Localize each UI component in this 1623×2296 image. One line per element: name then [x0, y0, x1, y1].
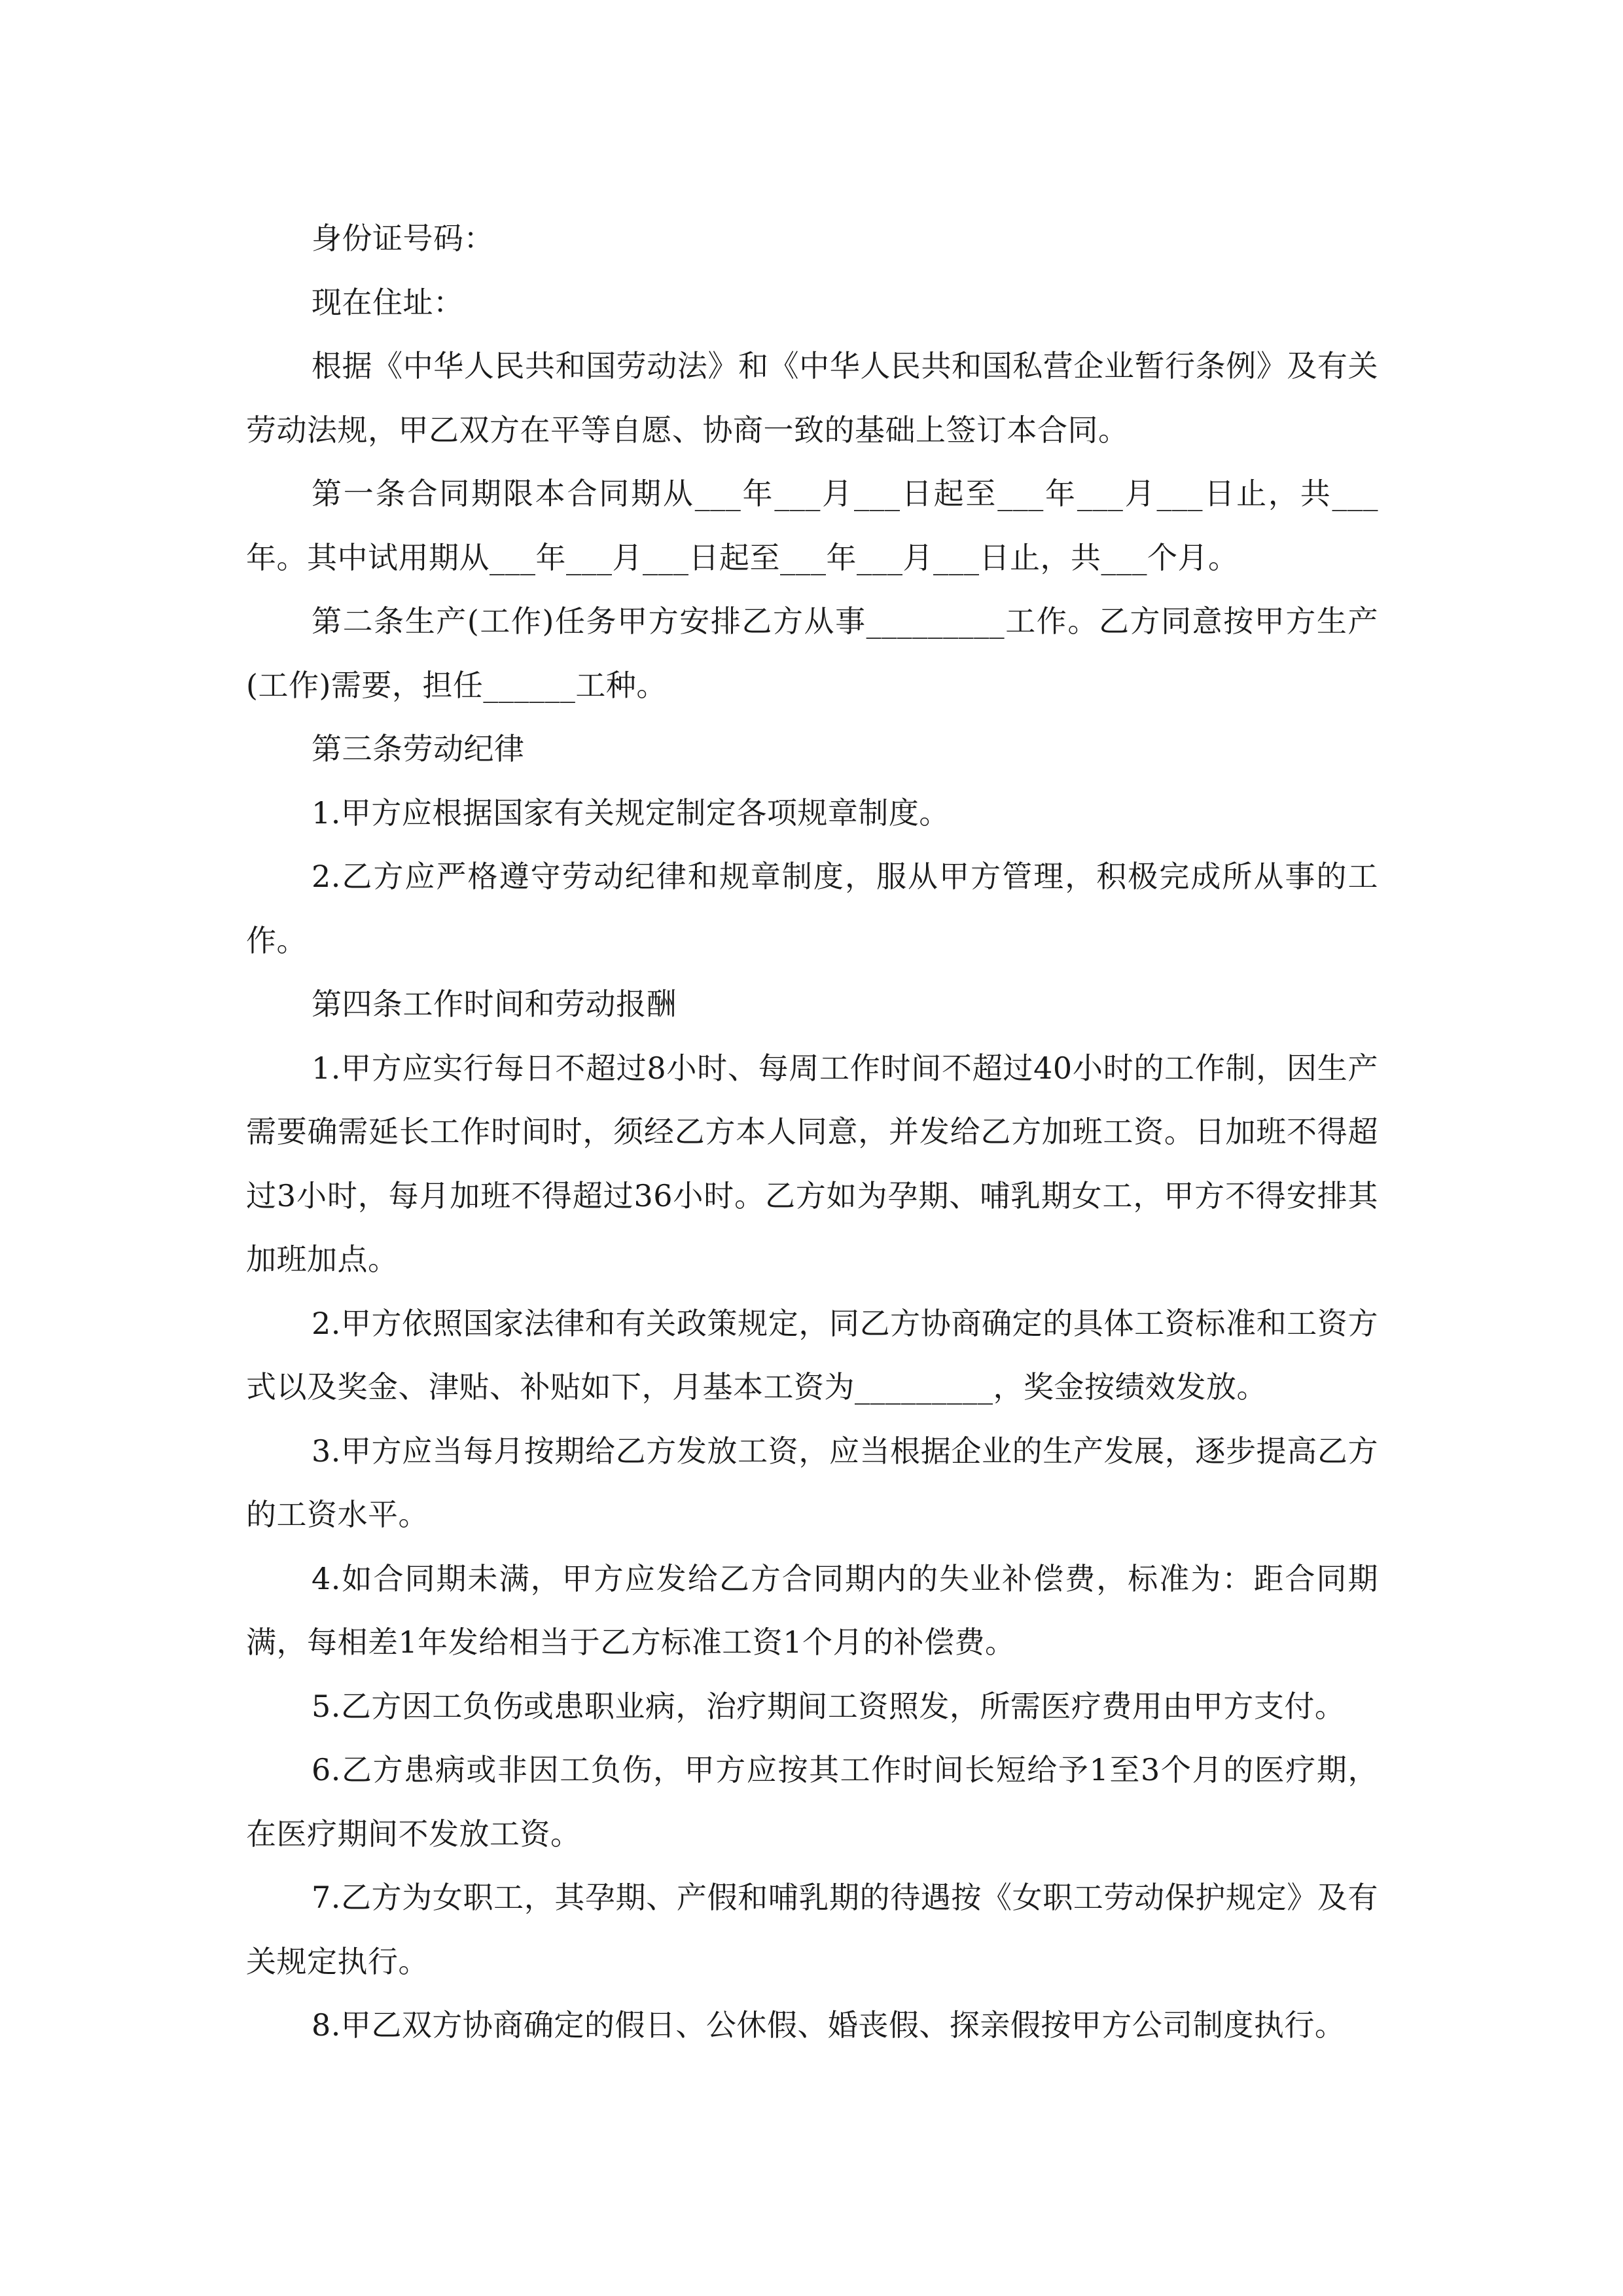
paragraph-article-4-item-4: 4.如合同期未满，甲方应发给乙方合同期内的失业补偿费，标准为：距合同期满，每相差1年发给相当于乙方标准工资1个月的补偿费。 [246, 1560, 1378, 1660]
paragraph-article-4-item-8: 8.甲乙双方协商确定的假日、公休假、婚丧假、探亲假按甲方公司制度执行。 [312, 2007, 1346, 2043]
paragraph-article-4-item-1: 1.甲方应实行每日不超过8小时、每周工作时间不超过40小时的工作制，因生产需要确需延长工作时间时，须经乙方本人同意，并发给乙方加班工资。日加班不得超过3小时，每月加班不得超过36小时。乙方如为孕期、哺乳期女工，甲方不得安排其加班加点。 [246, 1050, 1378, 1277]
paragraph-article-2-task: 第二条生产(工作)任务甲方安排乙方从事_________工作。乙方同意按甲方生产(工作)需要，担任______工种。 [246, 603, 1378, 703]
paragraph-article-3-heading: 第三条劳动纪律 [312, 731, 525, 766]
paragraph-article-1-term: 第一条合同期限本合同期从___年___月___日起至___年___月___日止，共___年。其中试用期从___年___月___日起至___年___月___日止，共___个月。 [246, 476, 1378, 575]
paragraph-legal-basis: 根据《中华人民共和国劳动法》和《中华人民共和国私营企业暂行条例》及有关劳动法规，甲乙双方在平等自愿、协商一致的基础上签订本合同。 [246, 348, 1378, 448]
paragraph-article-4-item-7: 7.乙方为女职工，其孕期、产假和哺乳期的待遇按《女职工劳动保护规定》及有关规定执行。 [246, 1880, 1378, 1979]
paragraph-article-4-item-3: 3.甲方应当每月按期给乙方发放工资，应当根据企业的生产发展，逐步提高乙方的工资水平。 [246, 1433, 1378, 1532]
paragraph-article-4-item-5: 5.乙方因工负伤或患职业病，治疗期间工资照发，所需医疗费用由甲方支付。 [312, 1688, 1346, 1724]
paragraph-id-number: 身份证号码： [312, 221, 494, 256]
paragraph-article-4-item-6: 6.乙方患病或非因工负伤，甲方应按其工作时间长短给予1至3个月的医疗期，在医疗期间不发放工资。 [246, 1752, 1378, 1852]
paragraph-address: 现在住址： [312, 284, 464, 320]
paragraph-article-4-heading: 第四条工作时间和劳动报酬 [312, 986, 677, 1022]
paragraph-article-4-item-2: 2.甲方依照国家法律和有关政策规定，同乙方协商确定的具体工资标准和工资方式以及奖金、津贴、补贴如下，月基本工资为_________，奖金按绩效发放。 [246, 1305, 1378, 1405]
document-body [246, 207, 1378, 2058]
paragraph-article-3-item-1: 1.甲方应根据国家有关规定制定各项规章制度。 [312, 795, 950, 831]
paragraph-article-3-item-2: 2.乙方应严格遵守劳动纪律和规章制度，服从甲方管理，积极完成所从事的工作。 [246, 859, 1378, 958]
